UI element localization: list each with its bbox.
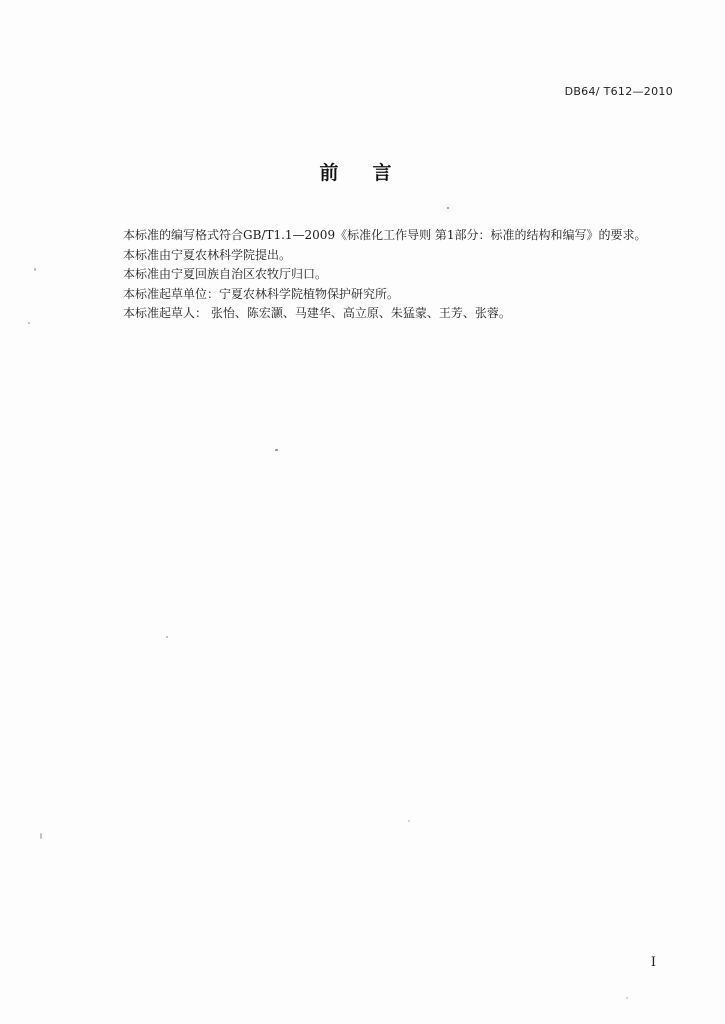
scan-speck (626, 997, 628, 999)
scan-speck (40, 833, 42, 839)
page-number: I (650, 955, 656, 970)
foreword-line-proposer: 本标准由宁夏农林科学院提出。 (123, 247, 292, 262)
document-code: DB64/ T612—2010 (564, 85, 673, 98)
page-title: 前言 (319, 162, 426, 184)
scan-speck (34, 268, 36, 271)
foreword-line-drafting-unit: 本标准起草单位：宁夏农林科学院植物保护研究所。 (123, 286, 400, 301)
scan-speck (28, 322, 30, 324)
scan-speck (166, 636, 168, 638)
foreword-body (123, 226, 703, 324)
scan-speck (447, 207, 449, 209)
scan-speck (275, 449, 278, 451)
foreword-line-drafters: 本标准起草人： 张怡、陈宏灏、马建华、高立原、朱猛蒙、王芳、张蓉。 (123, 306, 511, 320)
scan-speck (408, 820, 410, 822)
foreword-line-centralized: 本标准由宁夏回族自治区农牧厅归口。 (123, 267, 328, 281)
foreword-line-format: 本标准的编写格式符合GB/T1.1—2009《标准化工作导则 第1部分：标准的结构和编写》的要求。 (123, 228, 647, 242)
